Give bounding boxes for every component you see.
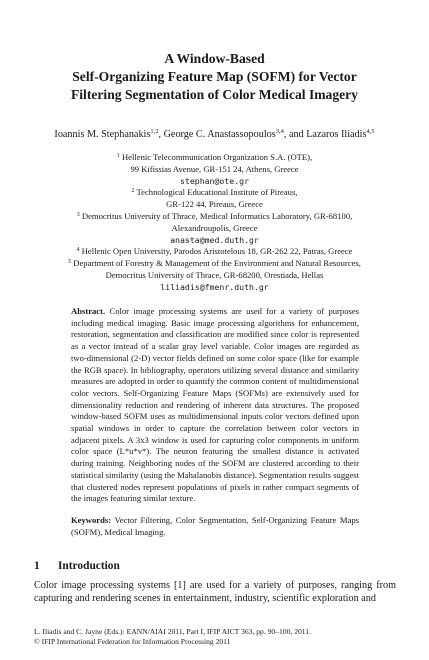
abstract-formula: (L*u*v*) — [116, 446, 150, 457]
affiliation-email — [0, 282, 429, 294]
author-name: Lazaros Iliadis — [306, 129, 367, 140]
affiliation-text: Hellenic Telecommunication Organization S.A. (OTE), — [121, 152, 313, 162]
affiliation-mark: 1 — [116, 153, 120, 159]
affiliation-list — [0, 152, 429, 294]
affiliation-text: Department of Forestry & Management of the Environment and Natural Resources, — [73, 258, 361, 269]
author-list — [0, 128, 429, 142]
affiliation-line — [0, 187, 429, 199]
affiliation-text: GR-122 44, Pireaus, Greece — [166, 199, 263, 210]
affiliation-text: anasta@med.duth.gr — [170, 234, 259, 245]
affiliation-text: Technological Educational Institute of Pireaus, — [136, 187, 298, 198]
affiliation-line — [0, 164, 429, 176]
affiliation-mark: 5 — [68, 259, 72, 266]
affiliation-line — [0, 258, 429, 270]
section-heading — [34, 560, 120, 572]
affiliation-line — [0, 270, 429, 282]
page-footer — [34, 627, 311, 647]
keywords — [71, 515, 359, 538]
affiliation-text: Democritus University of Thrace, GR-68200, Orestiada, Hellas — [105, 269, 324, 280]
author-affiliation-mark: 3,4 — [275, 128, 284, 135]
body-paragraph: Color image processing systems [1] are used for a variety of purposes, ranging from capturing and rendering scenes in entertainment, industry, scientific exploration and — [34, 580, 396, 605]
affiliation-text: 99 Kifissias Avenue, GR-151 24, Athens, Greece — [130, 163, 299, 174]
affiliation-text: Hellenic Open University, Parodos Aristotelous 18, GR-262 22, Patras, Greece — [81, 246, 353, 257]
affiliation-text: stephan@ote.gr — [179, 175, 249, 186]
author-name: Ioannis M. Stephanakis — [54, 129, 151, 140]
section-number: 1 — [34, 560, 40, 572]
abstract-text-continued: . The neuron featuring the smallest distance is activated during training. Neighboring nodes of the SOFM are clustered according to their statistical similarity (using the Mahalanobis distance). Segmentation results suggest that clustered nodes represent populations of pixels in rather compact segments of the images featuring similar texture. — [71, 446, 359, 504]
affiliation-mark: 4 — [76, 247, 80, 254]
affiliation-line — [0, 199, 429, 211]
author-separator: , and — [283, 129, 307, 140]
affiliation-mark: 3 — [76, 211, 80, 218]
abstract-label: Abstract. — [71, 306, 106, 316]
affiliation-text: Alexandroupolis, Greece — [171, 222, 258, 233]
affiliation-mark: 2 — [131, 188, 135, 195]
affiliation-line — [0, 223, 429, 235]
author-separator: , — [158, 129, 164, 140]
abstract-text: Color image processing systems are used for a variety of purposes including medical imaging. Basic image processing algorithms for enhancement, restoration, segmentation and classification are modified since color is represented as a vector instead of a scalar gray level variable. Color images are regarded as two-dimensional (2-D) vector fields defined on some color space (like for example the RGB space). In bibliography, operators utilizing several distance and similarity measures are adopted in order to quantify the common content of multidimensional color vectors. Self-Organizing Feature Maps (SOFMs) are extensively used for dimensionality reduction and rendering of inherent data structures. The proposed window-based SOFM uses as multidimensional inputs color vectors defined upon spatial windows in order to capture the correlation between color vectors in adjacent pixels. A 3x3 window is used for capturing color components in uniform color space — [71, 306, 359, 457]
title-line-1: A Window-Based — [164, 51, 265, 66]
section-title: Introduction — [58, 560, 120, 572]
affiliation-email — [0, 235, 429, 247]
affiliation-line — [0, 246, 429, 258]
paper-title — [0, 50, 429, 104]
footer-citation: L. Iliadis and C. Jayne (Eds.): EANN/AIAI 2011, Part I, IFIP AICT 363, pp. 90–100, 2011. — [34, 627, 312, 636]
keywords-label: Keywords: — [71, 515, 112, 525]
affiliation-text: liliadis@fmenr.duth.gr — [160, 281, 269, 292]
keywords-text: Vector Filtering, Color Segmentation, Self-Organizing Feature Maps (SOFM), Medical Imaging. — [71, 515, 359, 537]
affiliation-line — [0, 152, 429, 164]
abstract — [71, 306, 359, 505]
affiliation-email — [0, 176, 429, 188]
affiliation-text: Democritus University of Thrace, Medical Informatics Laboratory, GR-68100, — [81, 210, 353, 221]
author-affiliation-mark: 1,2 — [150, 128, 159, 135]
author-affiliation-mark: 4,5 — [366, 128, 375, 135]
author-name: George C. Anastassopoulos — [163, 129, 276, 140]
footer-copyright: © IFIP International Federation for Information Processing 2011 — [34, 637, 231, 646]
affiliation-line — [0, 211, 429, 223]
title-line-2: Self-Organizing Feature Map (SOFM) for Vector — [72, 69, 357, 84]
title-line-3: Filtering Segmentation of Color Medical Imagery — [70, 87, 359, 102]
